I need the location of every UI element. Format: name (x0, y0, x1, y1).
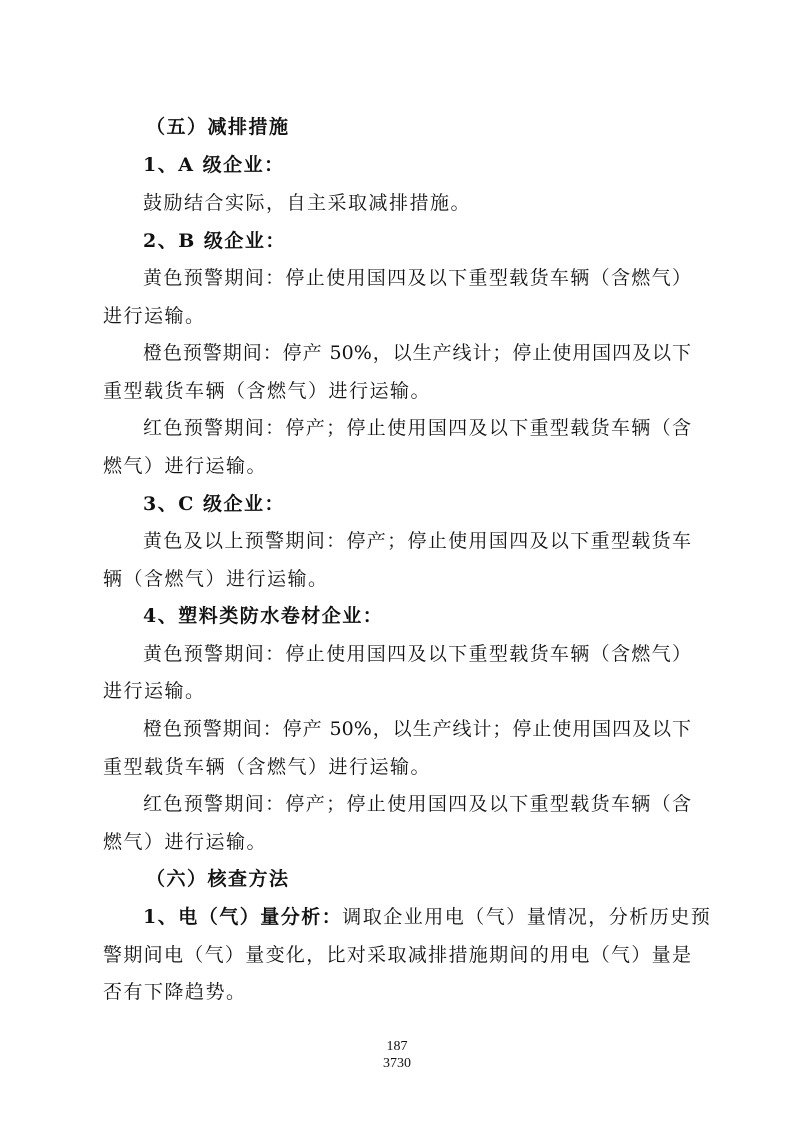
grade-c-yellow-line-1: 黄色及以上预警期间：停产；停止使用国四及以下重型载货车 (143, 530, 691, 552)
grade-b-orange-line-2: 重型载货车辆（含燃气）进行运输。 (103, 380, 432, 402)
grade-c-yellow-line-2: 辆（含燃气）进行运输。 (103, 568, 329, 590)
grade-a-text: 鼓励结合实际，自主采取减排措施。 (143, 192, 472, 214)
plastic-yellow-line-2: 进行运输。 (103, 680, 206, 702)
grade-b-yellow-line-1: 黄色预警期间：停止使用国四及以下重型载货车辆（含燃气） (143, 267, 691, 289)
plastic-orange-line-2: 重型载货车辆（含燃气）进行运输。 (103, 756, 432, 778)
plastic-orange-line-1: 橙色预警期间：停产 50%，以生产线计；停止使用国四及以下 (143, 718, 691, 740)
check-item-1-line-1 (143, 905, 712, 929)
plastic-yellow-line-1: 黄色预警期间：停止使用国四及以下重型载货车辆（含燃气） (143, 643, 691, 665)
plastic-red-line-1: 红色预警期间：停产；停止使用国四及以下重型载货车辆（含 (143, 793, 691, 815)
grade-b-yellow-line-2: 进行运输。 (103, 305, 206, 327)
check-item-1-line-2: 警期间电（气）量变化，比对采取减排措施期间的用电（气）量是 (103, 944, 691, 966)
grade-b-red-line-2: 燃气）进行运输。 (103, 455, 268, 477)
grade-b-heading: 2、B 级企业： (143, 230, 286, 252)
section-6-heading: （六）核查方法 (146, 868, 290, 890)
grade-b-orange-line-1: 橙色预警期间：停产 50%，以生产线计；停止使用国四及以下 (143, 342, 691, 364)
check-item-1-text-start: 调取企业用电（气）量情况，分析历史预 (342, 906, 712, 928)
total-page-number: 3730 (383, 1056, 411, 1071)
check-item-1-label: 1、电（气）量分析： (143, 906, 343, 928)
section-5-heading: （五）减排措施 (146, 116, 290, 138)
plastic-red-line-2: 燃气）进行运输。 (103, 831, 268, 853)
grade-a-heading: 1、A 级企业： (143, 154, 285, 176)
check-item-1-line-3: 否有下降趋势。 (103, 981, 247, 1003)
plastic-heading: 4、塑料类防水卷材企业： (143, 605, 384, 627)
grade-b-red-line-1: 红色预警期间：停产；停止使用国四及以下重型载货车辆（含 (143, 417, 691, 439)
grade-c-heading: 3、C 级企业： (143, 493, 285, 515)
page-number: 187 (386, 1039, 408, 1054)
